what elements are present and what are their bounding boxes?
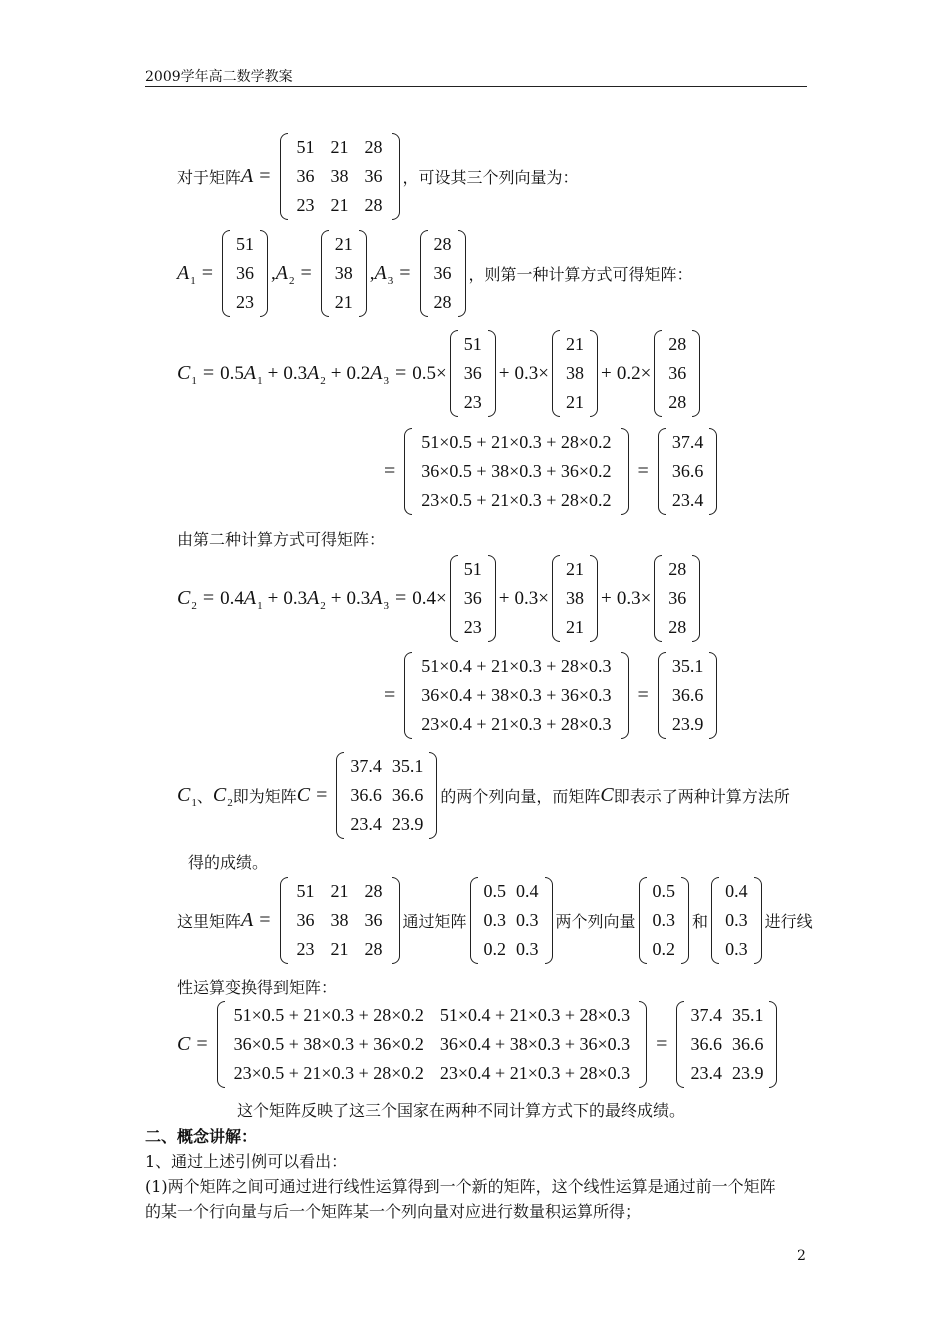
matrix-cell: 28 [433, 292, 452, 312]
matrix-cell: 37.4 [671, 432, 704, 452]
matrix-cell: 36×0.5 + 38×0.3 + 36×0.2 [421, 461, 612, 481]
matrix-row [231, 288, 259, 317]
matrix-cell: 23.9 [731, 1063, 764, 1083]
matrix-cell: 36 [296, 910, 315, 930]
header-rule [145, 86, 807, 87]
point1a-line2: 的某一个行向量与后一个矩阵某一个列向量对应进行数量积运算所得； [145, 1202, 642, 1221]
matrix-cell: 23 [296, 195, 315, 215]
equals-sign: = [637, 460, 649, 482]
matrix-cell: 28 [433, 234, 452, 254]
separator: 、 [196, 787, 213, 806]
matrix-cell: 0.3 [725, 910, 748, 930]
intro-suffix: ，可设其三个列向量为： [402, 168, 579, 187]
matrix-row [413, 652, 619, 681]
matrix-cell: 36.6 [671, 685, 704, 705]
equals-sign: = [656, 1033, 668, 1055]
equals-sign: = [201, 262, 213, 284]
matrix-cell: 23×0.4 + 21×0.3 + 28×0.3 [439, 1063, 631, 1083]
c1-vec-a2 [552, 330, 598, 417]
matrix-cell: 37.4 [350, 756, 382, 776]
c2-coef-1b: 0.4 [412, 587, 436, 609]
c2-coef-2: 0.3 [283, 587, 308, 609]
matrix-cell: 28 [668, 559, 687, 579]
matrix-cell: 28 [668, 617, 687, 637]
var-c2: $C_2$ [212, 784, 233, 809]
c2-coef-2b: 0.3 [514, 587, 539, 609]
matrix-cell: 0.3 [725, 939, 748, 959]
matrix-row [648, 877, 681, 906]
c2-coef-1: 0.4 [220, 587, 244, 609]
equals-sign: = [202, 362, 215, 384]
c2-vec-a3 [654, 555, 700, 642]
matrix-cell: 21 [566, 559, 584, 579]
matrix-cell: 21 [330, 195, 349, 215]
matrix-row [685, 1030, 768, 1059]
matrix-cell: 0.3 [516, 910, 539, 930]
matrix-cell: 21 [330, 137, 349, 157]
combine-text2: 的两个列向量，而矩阵 [440, 787, 601, 806]
matrix-row [413, 710, 619, 739]
vector-a2 [321, 230, 367, 317]
matrix-row [561, 613, 589, 642]
columns-line [177, 230, 693, 317]
matrix-row [459, 584, 487, 613]
matrix-cell: 23.4 [350, 814, 382, 834]
equals-sign: = [202, 587, 215, 609]
here-matrix-a [280, 877, 400, 964]
matrix-cell: 23 [463, 392, 482, 412]
matrix-row [561, 330, 589, 359]
matrix-row [226, 1059, 639, 1088]
c2-expanded-matrix [404, 652, 628, 739]
matrix-row [226, 1030, 639, 1059]
second-method-text: 由第二种计算方式可得矩阵： [177, 530, 386, 549]
comma: , [271, 262, 276, 284]
matrix-row [459, 330, 487, 359]
matrix-cell: 36 [433, 263, 452, 283]
matrix-cell: 0.4 [516, 881, 539, 901]
c1-coef-1b: 0.5 [412, 362, 436, 384]
columns-suffix: ，则第一种计算方式可得矩阵： [468, 265, 693, 284]
c1-coef-3b: 0.2 [616, 362, 641, 384]
matrix-row [330, 288, 358, 317]
matrix-cell: 36.6 [391, 785, 424, 805]
matrix-row [479, 935, 544, 964]
matrix-cell: 36 [668, 363, 687, 383]
matrix-row [413, 486, 619, 515]
equals-sign: = [394, 362, 407, 384]
combine-text3: 即表示了两种计算方法所 [613, 787, 790, 806]
matrix-cell: 37.4 [690, 1005, 722, 1025]
c2-coef-3: 0.3 [346, 587, 371, 609]
here-col2 [711, 877, 762, 964]
equals-sign: = [399, 262, 411, 284]
matrix-row [720, 906, 753, 935]
matrix-row [413, 428, 619, 457]
matrix-cell: 0.3 [483, 910, 507, 930]
intro-prefix: 对于矩阵 [177, 168, 242, 187]
matrix-cell: 38 [566, 588, 584, 608]
matrix-cell: 35.1 [391, 756, 424, 776]
point1: 1、通过上述引例可以看出： [145, 1152, 348, 1171]
matrix-cell: 38 [330, 166, 349, 186]
matrix-cell: 36 [364, 910, 383, 930]
here-col1 [639, 877, 690, 964]
c1-expanded-line [378, 428, 720, 515]
var-c: C [177, 1033, 191, 1055]
matrix-cell: 23×0.5 + 21×0.3 + 28×0.2 [233, 1063, 424, 1083]
matrix-cell: 21 [334, 234, 353, 254]
var-c1: $C_1$ [177, 362, 197, 387]
here-suffix: 进行线 [764, 912, 813, 931]
matrix-cell: 21 [566, 617, 584, 637]
matrix-cell: 51×0.5 + 21×0.3 + 28×0.2 [233, 1005, 424, 1025]
matrix-cell: 0.3 [652, 910, 676, 930]
matrix-cell: 36 [463, 588, 482, 608]
conclusion-text: 这个矩阵反映了这三个国家在两种不同计算方式下的最终成绩。 [237, 1101, 686, 1120]
matrix-row [667, 457, 709, 486]
equals-sign: = [259, 165, 271, 187]
matrix-cell: 36×0.4 + 38×0.3 + 36×0.3 [421, 685, 612, 705]
combine-text1: 即为矩阵 [232, 787, 297, 806]
intro-line [177, 133, 579, 220]
matrix-row [685, 1059, 768, 1088]
matrix-cell: 0.2 [483, 939, 507, 959]
var-c2: $C_2$ [177, 587, 197, 612]
matrix-cell: 23.4 [671, 490, 704, 510]
var-c: C [296, 784, 311, 806]
matrix-cell: 21 [330, 939, 349, 959]
matrix-cell: 36×0.4 + 38×0.3 + 36×0.3 [439, 1034, 631, 1054]
matrix-row [330, 230, 358, 259]
matrix-cell: 51 [463, 334, 482, 354]
matrix-cell: 35.1 [731, 1005, 764, 1025]
matrix-cell: 36 [236, 263, 254, 283]
final-expanded-matrix [217, 1001, 648, 1088]
c1-coef-2: 0.3 [283, 362, 308, 384]
var-a: A [241, 165, 254, 187]
matrix-row [561, 388, 589, 417]
matrix-cell: 21 [334, 292, 353, 312]
comma: , [369, 262, 375, 284]
matrix-row [663, 388, 691, 417]
matrix-row [667, 681, 709, 710]
matrix-row [667, 428, 709, 457]
var-c1: $C_1$ [177, 784, 197, 809]
final-result-matrix [676, 1001, 777, 1088]
matrix-cell: 38 [330, 910, 349, 930]
matrix-cell: 51 [296, 881, 315, 901]
matrix-row [289, 133, 391, 162]
equals-sign: = [637, 684, 649, 706]
matrix-cell: 28 [364, 939, 383, 959]
here-line2: 性运算变换得到矩阵： [177, 978, 338, 997]
c1-vec-a1 [450, 330, 496, 417]
equals-sign: = [384, 460, 396, 482]
matrix-cell: 51×0.5 + 21×0.3 + 28×0.2 [421, 432, 612, 452]
matrix-row [459, 388, 487, 417]
matrix-cell: 36.6 [731, 1034, 764, 1054]
var-a2: $A_2$ [275, 262, 295, 287]
matrix-row [231, 259, 259, 288]
matrix-cell: 28 [668, 334, 687, 354]
matrix-cell: 0.5 [652, 881, 676, 901]
matrix-row [663, 359, 691, 388]
matrix-cell: 36×0.5 + 38×0.3 + 36×0.2 [233, 1034, 424, 1054]
matrix-cell: 38 [566, 363, 584, 383]
matrix-row [720, 935, 753, 964]
matrix-cell: 36 [296, 166, 315, 186]
matrix-cell: 35.1 [671, 656, 704, 676]
c1-coef-2b: 0.3 [514, 362, 539, 384]
here-weights-matrix [470, 877, 553, 964]
matrix-cell: 0.3 [516, 939, 539, 959]
vector-a3 [420, 230, 466, 317]
matrix-row [345, 810, 428, 839]
point1a-line1: (1)两个矩阵之间可通过进行线性运算得到一个新的矩阵，这个线性运算是通过前一个矩阵 [145, 1177, 776, 1196]
matrix-row [429, 230, 457, 259]
matrix-row [459, 555, 487, 584]
matrix-row [667, 652, 709, 681]
equals-sign: = [196, 1033, 208, 1055]
combine-text4: 得的成绩。 [188, 853, 269, 872]
matrix-row [289, 191, 391, 220]
matrix-cell: 36 [668, 588, 687, 608]
var-a1: $A_1$ [177, 262, 196, 287]
var-a3: $A_3$ [374, 262, 394, 287]
matrix-row [413, 681, 619, 710]
here-and: 和 [692, 912, 709, 931]
matrix-cell: 23 [463, 617, 482, 637]
matrix-row [459, 613, 487, 642]
matrix-row [231, 230, 259, 259]
matrix-a [280, 133, 400, 220]
matrix-cell: 21 [566, 334, 584, 354]
matrix-row [345, 781, 428, 810]
matrix-cell: 23.9 [391, 814, 424, 834]
matrix-cell: 36 [463, 363, 482, 383]
page-number: 2 [797, 1248, 806, 1264]
matrix-cell: 36.6 [350, 785, 382, 805]
equals-sign: = [384, 684, 396, 706]
final-line [177, 1001, 780, 1088]
matrix-row [667, 710, 709, 739]
c1-line: $C_1$ = 0.5 $A_1$ + 0.3 $A_2$ + 0.2 $A_3$ = 0.5 × 51 36 23 + 0.3 × 21 38 21 + 0.2 × 28 36 28 [177, 330, 703, 417]
vector-a1 [222, 230, 268, 317]
section-title: 二、概念讲解： [145, 1127, 258, 1146]
c1-result-matrix [658, 428, 718, 515]
c2-vec-a2 [552, 555, 598, 642]
combine-line [177, 752, 790, 839]
equals-sign: = [394, 587, 407, 609]
matrix-row [289, 906, 391, 935]
matrix-cell: 51 [236, 234, 254, 254]
equals-sign: = [316, 784, 328, 806]
matrix-cell: 51×0.4 + 21×0.3 + 28×0.3 [439, 1005, 631, 1025]
matrix-cell: 51 [296, 137, 315, 157]
matrix-cell: 23×0.5 + 21×0.3 + 28×0.2 [421, 490, 612, 510]
c1-expanded-matrix [404, 428, 628, 515]
var-a: A [241, 909, 254, 931]
matrix-row [648, 906, 681, 935]
matrix-row [429, 259, 457, 288]
matrix-cell: 28 [364, 137, 383, 157]
matrix-cell: 51 [463, 559, 482, 579]
matrix-cell: 0.4 [725, 881, 748, 901]
c2-vec-a1 [450, 555, 496, 642]
here-line [177, 877, 813, 964]
c2-expanded-line [378, 652, 720, 739]
matrix-cell: 28 [668, 392, 687, 412]
matrix-cell: 38 [334, 263, 353, 283]
matrix-cell: 36.6 [690, 1034, 722, 1054]
matrix-row [289, 877, 391, 906]
matrix-row [648, 935, 681, 964]
matrix-row [561, 555, 589, 584]
matrix-cell: 21 [330, 881, 349, 901]
matrix-row [663, 555, 691, 584]
matrix-cell: 36 [364, 166, 383, 186]
matrix-row [345, 752, 428, 781]
combine-matrix [336, 752, 437, 839]
matrix-cell: 0.5 [483, 881, 507, 901]
matrix-cell: 21 [566, 392, 584, 412]
matrix-cell: 23 [296, 939, 315, 959]
matrix-row [289, 935, 391, 964]
matrix-row [479, 877, 544, 906]
c1-coef-3: 0.2 [346, 362, 371, 384]
matrix-cell: 23 [236, 292, 254, 312]
equals-sign: = [259, 909, 271, 931]
here-two-cols: 两个列向量 [555, 912, 636, 931]
matrix-cell: 28 [364, 195, 383, 215]
c1-vec-a3 [654, 330, 700, 417]
c2-coef-3b: 0.3 [616, 587, 641, 609]
matrix-row [479, 906, 544, 935]
matrix-row [667, 486, 709, 515]
matrix-cell: 28 [364, 881, 383, 901]
matrix-row [685, 1001, 768, 1030]
matrix-cell: 23.4 [690, 1063, 722, 1083]
matrix-row [663, 330, 691, 359]
c2-line: $C_2$ = 0.4 $A_1$ + 0.3 $A_2$ + 0.3 $A_3$ = 0.4 × 51 36 23 + 0.3 × 21 38 21 + 0.3 × 28 36 28 [177, 555, 703, 642]
matrix-row [226, 1001, 639, 1030]
matrix-cell: 51×0.4 + 21×0.3 + 28×0.3 [421, 656, 612, 676]
matrix-row [720, 877, 753, 906]
matrix-row [663, 613, 691, 642]
matrix-row [459, 359, 487, 388]
header-title: 2009学年高二数学教案 [145, 69, 293, 85]
matrix-cell: 23×0.4 + 21×0.3 + 28×0.3 [421, 714, 612, 734]
matrix-row [663, 584, 691, 613]
here-prefix: 这里矩阵 [177, 912, 242, 931]
matrix-row [429, 288, 457, 317]
matrix-row [561, 584, 589, 613]
var-c: C [600, 784, 614, 806]
here-via: 通过矩阵 [402, 912, 467, 931]
equals-sign: = [300, 262, 312, 284]
matrix-row [330, 259, 358, 288]
matrix-cell: 23.9 [671, 714, 704, 734]
matrix-cell: 36.6 [671, 461, 704, 481]
matrix-row [561, 359, 589, 388]
c2-result-matrix [658, 652, 718, 739]
matrix-row [289, 162, 391, 191]
c1-coef-1: 0.5 [220, 362, 244, 384]
matrix-cell: 0.2 [652, 939, 676, 959]
matrix-row [413, 457, 619, 486]
